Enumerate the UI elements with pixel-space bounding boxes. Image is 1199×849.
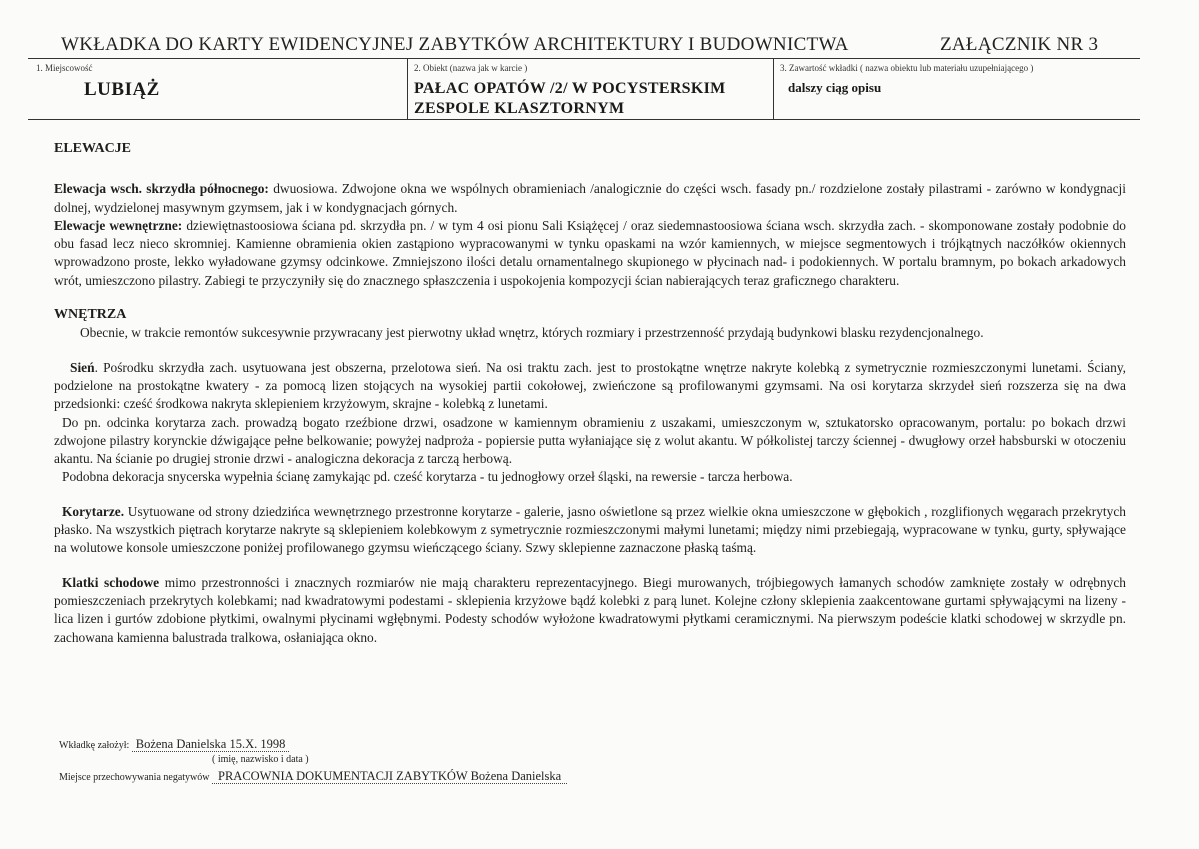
paragraph-korytarze — [54, 503, 1126, 558]
paragraph-text: mimo przestronności i znacznych rozmiarów nie mają charakteru reprezentacyjnego. Biegi murowanych, trójbiegowych łamanych schodów zamknięte zostały w odrębnych pomieszczeniach przekrytych kolebkami; nad kwadratowymi podestami - sklepienia krzyżowe bądź kolebki z parą lunet. Kolejne człony sklepienia zaakcentowane gurtami spływającymi na lizeny - lica lizen i gurtów zdobione płytkimi, owalnymi płycinami wgłębnymi. Podesty schodów wyłożone kwadratowymi płytkami ceramicznymi. Na pierwszym podeście klatki schodowej w skrzydle pn. zachowana kamienna balustrada tralkowa, osłaniająca okno. — [54, 574, 1127, 645]
paragraph-text: dziewiętnastoosiowa ściana pd. skrzydła pn. / w tym 4 osi pionu Sali Książęcej / oraz siedemnastoosiowa ściana wsch. skrzydła zach. - skomponowane zostały podobnie do obu fasad lecz nieco skromniej. Kamienne obramienia okien zastąpiono wypracowanymi w tynku opaskami na wzór kamiennych, w miejsce segmentowych i trójkątnych naczółków okiennych wprowadzono proste, lekko wyładowane gzymsy odcinkowe. Zmniejszono ilości detalu ornamentalnego skupionego w płycinach nad- i podokiennych. W portalu bramnym, po bokach arkadowych wrót, umieszczono pilastry. Zabiegi te przyczyniły się do znacznego spłaszczenia i uspokojenia kompozycji ścian nabierających teraz graficznego charakteru. — [54, 217, 1126, 288]
content-value: dalszy ciąg opisu — [788, 80, 882, 95]
paragraph-heading: Sień — [70, 359, 95, 375]
author-line — [59, 737, 289, 752]
paragraph-text: Usytuowane od strony dziedzińca wewnętrznego przestronne korytarze - galerie, jasno oświetlone są przez wielkie okna umieszczone w głębokich , rozglifionych węgarach przekrytych płasko. Na wszystkich piętrach korytarze nakryte są sklepieniem kolebkowym z symetrycznie rozmieszczonymi małymi lunetami; między nimi przebiegają, wypracowane w tynku, gurty, spływające na wolutowe konsole umieszczone poniżej profilowanego gzymsu wieńczącego ściany. Szwy sklepienne zaznaczone płaską taśmą. — [54, 503, 1126, 556]
section-heading-wnetrza: WNĘTRZA — [54, 307, 127, 323]
paragraph-heading: Elewacja wsch. skrzydła północnego: — [54, 181, 269, 197]
place-field — [28, 59, 408, 119]
fields-bottom-rule — [28, 119, 1140, 120]
object-value-line1: PAŁAC OPATÓW /2/ W POCYSTERSKIM — [414, 80, 726, 97]
paragraph-klatki — [54, 574, 1126, 647]
document-title: WKŁADKA DO KARTY EWIDENCYJNEJ ZABYTKÓW ARCHITEKTURY I BUDOWNICTWA — [61, 34, 849, 55]
paragraph-sien — [54, 359, 1126, 414]
content-field — [774, 59, 1140, 119]
section-heading-elewacje: ELEWACJE — [54, 141, 132, 156]
negatives-line — [59, 769, 567, 784]
paragraph-text: dwuosiowa. Zdwojone okna we wspólnych obramieniach /analogicznie do części wsch. fasady pn./ rozdzielone zostały pilastrami - zarówno w kondygnacji dolnej, wydzielonej masywnym gzymsem, jak i w kondygnacjach górnych. — [54, 181, 1126, 215]
paragraph-text: . Pośrodku skrzydła zach. usytuowana jest obszerna, przelotowa sień. Na osi traktu zach. jest to prostokątne wnętrze nakryte kolebką z symetrycznie rozmieszczonymi lunetami. Ściany, podzielone na prostokątne kwatery - za pomocą lizen stojących na wysokiej partii cokołowej, zwieńczone są profilowanymi gzymsami. Na osi korytarza skrzydeł sień rozszerza się na dwa przedsionki: cześć środkowa nakryta sklepieniem krzyżowym, skrajne - kolebką z lunetami. — [54, 359, 1126, 412]
object-value-line2: ZESPOLE KLASZTORNYM — [414, 100, 625, 117]
annex-number: ZAŁĄCZNIK NR 3 — [940, 34, 1099, 55]
paragraph-elewacje-wewn — [54, 217, 1126, 290]
object-field — [408, 59, 774, 119]
content-label: 3. Zawartość wkładki ( nazwa obiektu lub materiału uzupełniającego ) — [780, 63, 1034, 73]
object-label: 2. Obiekt (nazwa jak w karcie ) — [414, 63, 528, 73]
paragraph-wnetrza-intro: Obecnie, w trakcie remontów sukcesywnie przywracany jest pierwotny układ wnętrz, których rozmiary i przestrzenność przydają budynkowi blasku rezydencjonalnego. — [80, 325, 984, 341]
negatives-value: PRACOWNIA DOKUMENTACJI ZABYTKÓW Bożena Danielska — [212, 769, 567, 784]
author-value: Bożena Danielska 15.X. 1998 — [132, 737, 290, 752]
paragraph-heading: Korytarze. — [62, 503, 125, 519]
place-label: 1. Miejscowość — [36, 63, 93, 73]
paragraph-elewacja-wsch — [54, 180, 1126, 217]
object-value — [414, 79, 726, 119]
author-hint: ( imię, nazwisko i data ) — [212, 754, 309, 765]
paragraph-sien-2: Do pn. odcinka korytarza zach. prowadzą bogato rzeźbione drzwi, osadzone w kamiennym obramieniu z uszakami, umieszczonym w, sztukatorsko opracowanym, portalu: po bokach drzwi zdwojone pilastry korynckie dźwigające pełne belkowanie; powyżej nadproża - popiersie putta wyłaniające się z wolut akantu. W półkolistej tarczy ściennej - dwugłowy orzeł habsburski w otoczeniu akantu. Na ścianie po drugiej stronie drzwi - analogiczna dekoracja z tarczą herbową. — [54, 414, 1126, 467]
paragraph-sien-3: Podobna dekoracja snycerska wypełnia ścianę zamykając pd. cześć korytarza - tu jednogłowy orzeł śląski, na rewersie - tarcza herbowa. — [62, 469, 793, 485]
paragraph-heading: Klatki schodowe — [62, 574, 160, 590]
paragraph-heading: Elewacje wewnętrzne: — [54, 217, 183, 233]
negatives-label: Miejsce przechowywania negatywów — [59, 772, 210, 783]
author-label: Wkładkę założył: — [59, 740, 130, 751]
place-value: LUBIĄŻ — [84, 79, 160, 100]
document-body — [54, 140, 1126, 647]
